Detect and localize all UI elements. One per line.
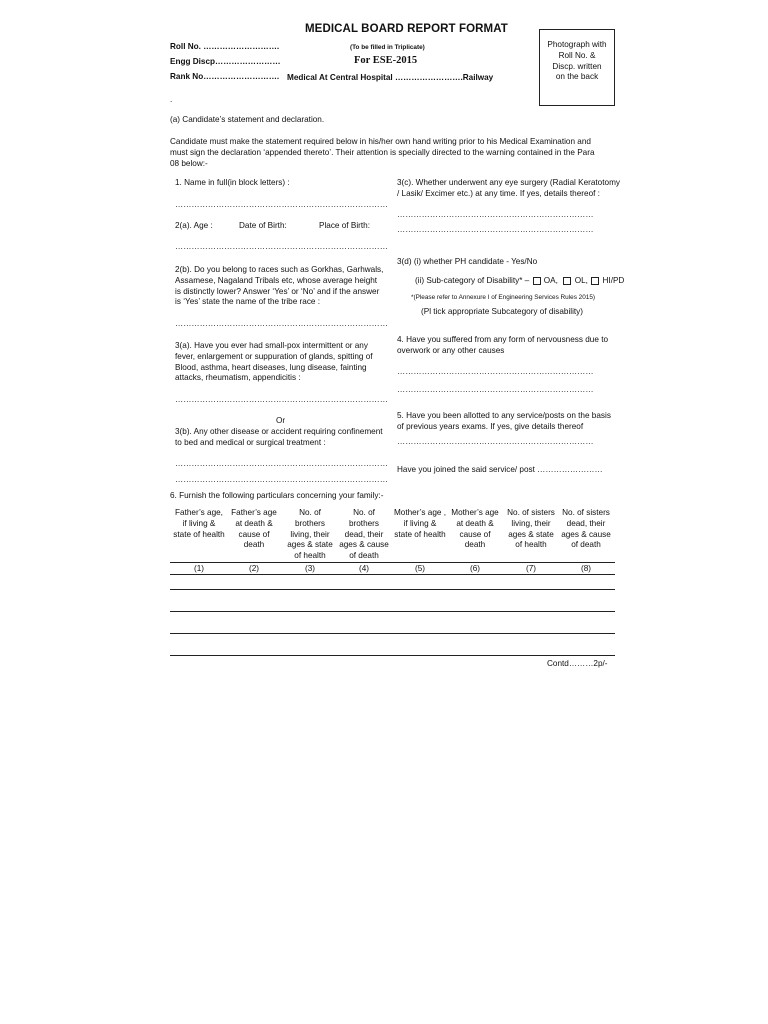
- q3b-question: [175, 427, 383, 449]
- q3a-question: [175, 341, 373, 384]
- q3a-line: fever, enlargement or suppuration of glands, spitting of: [175, 351, 373, 361]
- family-col-header: [170, 508, 228, 540]
- col-header-line: cause of: [238, 529, 270, 539]
- continued-label: Contd………2p/-: [547, 659, 608, 668]
- q3b-line: to bed and medical or surgical treatment :: [175, 437, 326, 447]
- family-col-header: [501, 508, 561, 551]
- col-header-line: Mother’s age: [451, 508, 499, 517]
- instruction-paragraph: [170, 137, 620, 169]
- q3a-answer-line: ……………………………………………………………………: [175, 395, 388, 404]
- option-ol-label: OL,: [574, 276, 588, 285]
- q5-line: of previous years exams. If yes, give details thereof: [397, 421, 584, 431]
- col-header-line: at death &: [456, 518, 494, 528]
- col-number: (8): [580, 564, 591, 573]
- q3c-question: [397, 178, 620, 200]
- col-number: (7): [525, 564, 536, 573]
- q4-line: 4. Have you suffered from any form of nervousness due to: [397, 335, 609, 344]
- triplicate-note: (To be filled in Triplicate): [350, 44, 425, 51]
- col-header-line: dead, their: [566, 518, 606, 528]
- table-bottom-rule: [170, 655, 615, 656]
- q4-answer-line: ………………………………………………………………: [397, 367, 594, 376]
- checkbox-hi-pd[interactable]: [591, 277, 599, 285]
- family-col-header: [282, 508, 338, 562]
- q2b-answer-line: ……………………………………………………………………: [175, 319, 388, 328]
- col-header-line: death: [243, 540, 265, 550]
- q4-answer-line: ………………………………………………………………: [397, 385, 594, 394]
- paragraph-line: 08 below:-: [170, 158, 208, 168]
- col-header-line: brothers: [348, 518, 380, 528]
- q3c-answer-line: ………………………………………………………………: [397, 225, 594, 234]
- photograph-box: [539, 29, 615, 106]
- rank-no-field: Rank No……………………….: [170, 72, 280, 81]
- col-header-line: state of health: [394, 529, 446, 539]
- q3b-line: 3(b). Any other disease or accident requiring confinement: [175, 427, 383, 436]
- q3d-subcategory-label: (ii) Sub-category of Disability* –: [415, 276, 530, 285]
- q5-line: 5. Have you been allotted to any service/posts on the basis: [397, 411, 611, 420]
- family-col-header: [336, 508, 392, 562]
- col-header-line: of death: [571, 540, 601, 550]
- family-col-header: [390, 508, 450, 540]
- paragraph-line: must sign the declaration ‘appended thereto’. Their attention is specially directed to the warning contained in the Para: [170, 147, 595, 157]
- joined-service-question: Have you joined the said service/ post ……………………: [397, 465, 603, 474]
- q1-answer-line: ……………………………………………………………………: [175, 200, 388, 209]
- option-oa-label: OA,: [543, 276, 558, 285]
- engg-discp-field: Engg Discp……………………: [170, 57, 281, 66]
- q2a-answer-line: ……………………………………………………………………: [175, 242, 388, 251]
- col-header-line: ages & cause: [561, 529, 611, 539]
- section-a-heading: (a) Candidate’s statement and declaration.: [170, 115, 325, 124]
- q3d-annexure-note: *(Please refer to Annexure I of Engineering Services Rules 2015): [411, 294, 596, 301]
- table-row-rule: [170, 574, 615, 575]
- q2a-pob-label: Place of Birth:: [319, 221, 370, 230]
- q3c-line: / Lasik/ Excimer etc.) at any time. If yes, details thereof :: [397, 188, 600, 198]
- col-header-line: living, their: [511, 518, 551, 528]
- col-header-line: living, their: [290, 529, 330, 539]
- q4-line: overwork or any other causes: [397, 345, 505, 355]
- col-header-line: of health: [294, 551, 326, 561]
- table-row-rule: [170, 633, 615, 634]
- q3a-line: Blood, asthma, heart diseases, lung disease, fainting: [175, 362, 367, 372]
- col-header-line: dead, their: [344, 529, 384, 539]
- or-label: Or: [276, 416, 286, 425]
- col-header-line: Father’s age: [231, 508, 277, 517]
- q1-name-label: 1. Name in full(in block letters) :: [175, 178, 290, 187]
- family-col-header: [226, 508, 282, 551]
- col-header-line: if living &: [403, 518, 437, 528]
- col-number: (3): [304, 564, 315, 573]
- exam-name: For ESE-2015: [354, 55, 418, 66]
- q5-question: [397, 411, 611, 433]
- col-header-line: cause of: [459, 529, 491, 539]
- q3d-subcategory: [415, 276, 624, 287]
- col-header-line: of health: [515, 540, 547, 550]
- q2b-line: is ‘Yes’ state the name of the tribe race :: [175, 297, 321, 307]
- q2b-line: Assamese, Nagaland Tribals etc, whose average height: [175, 275, 378, 285]
- col-header-line: No. of: [353, 508, 375, 517]
- paragraph-line: Candidate must make the statement required below in his/her own hand writing prior to his Medical Examination and: [170, 137, 591, 146]
- photo-box-line: Photograph with: [547, 40, 607, 49]
- q2b-line: is distinctly lower? Answer ‘Yes’ or ‘No’ and if the answer: [175, 286, 380, 296]
- q2b-question: [175, 265, 383, 308]
- q2a-age-label: 2(a). Age :: [175, 221, 213, 230]
- col-header-line: death: [464, 540, 486, 550]
- photo-box-line: on the back: [555, 72, 599, 82]
- q3c-answer-line: ………………………………………………………………: [397, 210, 594, 219]
- q3d-ph-candidate: 3(d) (i) whether PH candidate - Yes/No: [397, 257, 538, 266]
- col-header-line: if living &: [182, 518, 216, 528]
- hospital-line: Medical At Central Hospital …………………….Railway: [287, 73, 494, 82]
- option-hi-pd-label: HI/PD: [602, 276, 625, 285]
- col-number: (5): [414, 564, 425, 573]
- col-header-line: ages & state: [287, 540, 333, 550]
- q3b-answer-line: ……………………………………………………………………: [175, 475, 388, 484]
- q2a-dob-label: Date of Birth:: [239, 221, 287, 230]
- q4-question: [397, 335, 608, 357]
- col-number: (1): [193, 564, 204, 573]
- table-row-rule: [170, 589, 615, 590]
- col-header-line: No. of: [299, 508, 321, 517]
- q2b-line: 2(b). Do you belong to races such as Gorkhas, Garhwals,: [175, 265, 384, 274]
- photo-box-line: Roll No. &: [558, 50, 596, 60]
- col-number: (2): [248, 564, 259, 573]
- col-header-line: Father’s age,: [175, 508, 223, 517]
- col-number: (6): [469, 564, 480, 573]
- stray-dot: .: [170, 95, 173, 104]
- photo-box-line: Discp. written: [552, 61, 602, 71]
- checkbox-oa[interactable]: [533, 277, 541, 285]
- col-header-line: at death &: [235, 518, 273, 528]
- checkbox-ol[interactable]: [563, 277, 571, 285]
- family-col-header: [446, 508, 504, 551]
- col-header-line: ages & cause: [339, 540, 389, 550]
- col-number: (4): [358, 564, 369, 573]
- form-title: MEDICAL BOARD REPORT FORMAT: [305, 23, 508, 35]
- q3c-line: 3(c). Whether underwent any eye surgery (Radial Keratotomy: [397, 178, 620, 187]
- col-header-line: state of health: [173, 529, 225, 539]
- table-row-rule: [170, 611, 615, 612]
- col-header-line: No. of sisters: [562, 508, 610, 517]
- family-col-header: [557, 508, 615, 551]
- col-header-line: of death: [349, 551, 379, 561]
- col-header-line: ages & state: [508, 529, 554, 539]
- col-header-line: brothers: [294, 518, 326, 528]
- q3a-line: 3(a). Have you ever had small-pox intermittent or any: [175, 341, 368, 350]
- q5-answer-line: ………………………………………………………………: [397, 437, 594, 446]
- q3a-line: attacks, rheumatism, appendicitis :: [175, 373, 301, 383]
- q3d-tick-note: (Pl tick appropriate Subcategory of disability): [421, 307, 584, 316]
- col-header-line: Mother’s age ,: [393, 508, 447, 517]
- q3b-answer-line: ……………………………………………………………………: [175, 459, 388, 468]
- col-header-line: No. of sisters: [507, 508, 555, 517]
- family-heading: 6. Furnish the following particulars concerning your family:-: [170, 491, 384, 500]
- table-header-rule: [170, 562, 615, 563]
- roll-no-field: Roll No. ……………………….: [170, 42, 280, 51]
